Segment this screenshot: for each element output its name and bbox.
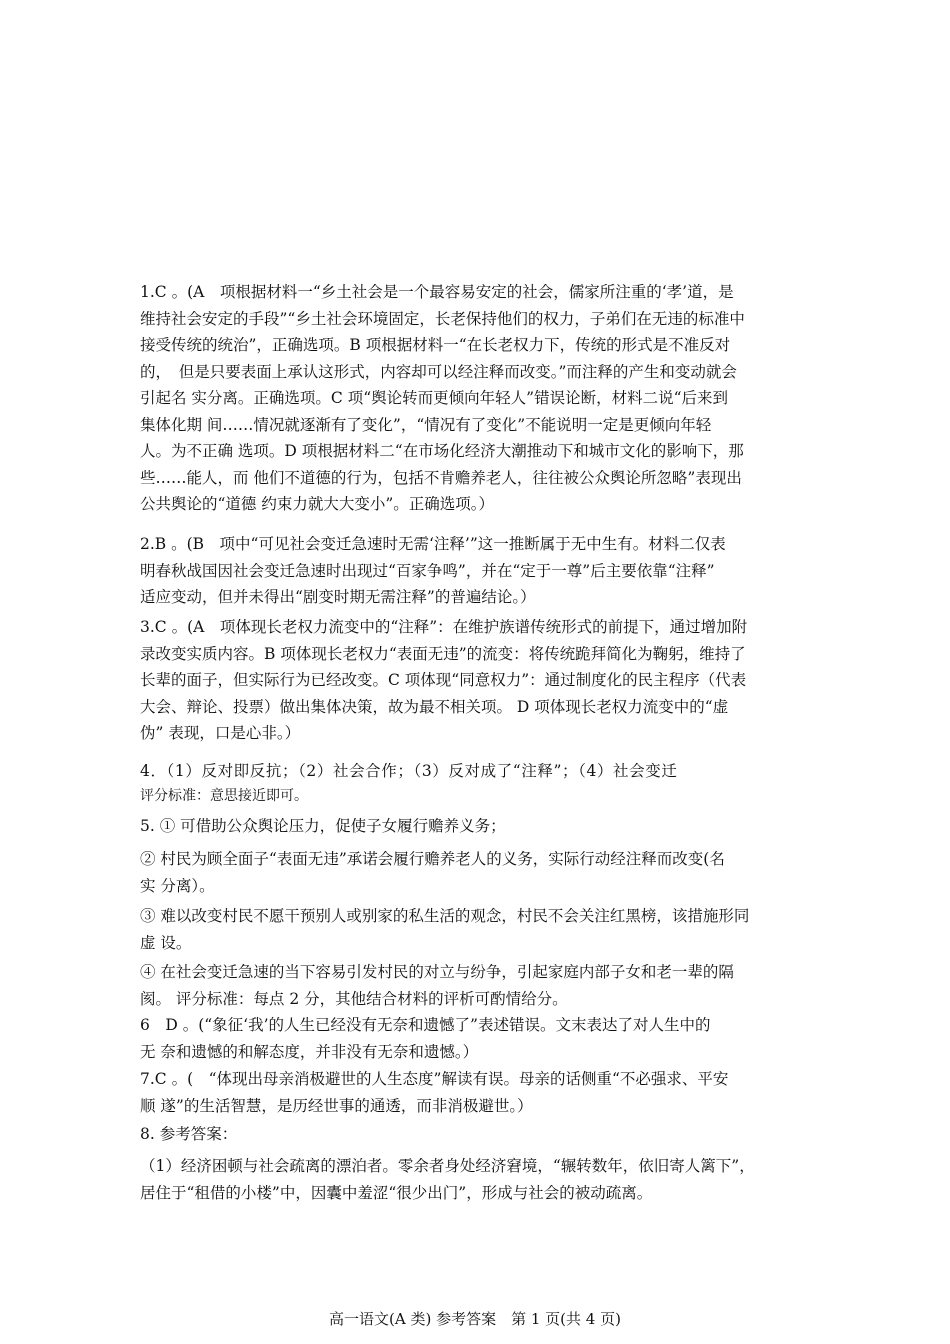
answer-5-point-4-line-2: 阂。 评分标准：每点 2 分，其他结合材料的评析可酌情给分。 [140, 989, 568, 1008]
answer-7-line-1: 7.C 。( “体现出母亲消极避世的人生态度”解读有误。母亲的话侧重“不必强求、平安 [140, 1070, 729, 1088]
answer-5-point-2-line-2: 实 分离）。 [140, 876, 215, 895]
answer-1-line-1: 1.C 。(A 项根据材料一“乡土社会是一个最容易安定的社会，儒家所注重的‘孝’道，是 [140, 283, 734, 301]
answer-2 [140, 531, 820, 611]
answer-3-line-2: 录改变实质内容。B 项体现长老权力“表面无违”的流变：将传统跪拜简化为鞠躬，维持了 [140, 644, 746, 663]
answer-1-line-5: 引起名 实分离。正确选项。C 项“舆论转而更倾向年轻人”错误论断，材料二说“后来到 [140, 389, 728, 407]
answer-2-line-3: 适应变动，但并未得出“剧变时期无需注释”的普遍结论。） [140, 588, 536, 606]
answer-5-point-3 [140, 903, 820, 956]
answer-5-point-1: 5. ① 可借助公众舆论压力，促使子女履行赡养义务； [140, 817, 506, 835]
answer-8-point-1-line-1: （1）经济困顿与社会疏离的漂泊者。零余者身处经济窘境，“辗转数年，依旧寄人篱下”， [140, 1157, 755, 1175]
answer-3-line-3: 长辈的面子，但实际行为已经改变。C 项体现“同意权力”：通过制度化的民主程序（代表 [140, 671, 747, 689]
answer-8-point-1-line-2: 居住于“租借的小楼”中，因囊中羞涩“很少出门”，形成与社会的被动疏离。 [140, 1183, 653, 1202]
answer-5-point-3-line-1: ③ 难以改变村民不愿干预别人或别家的私生活的观念，村民不会关注红黑榜，该措施形同 [140, 907, 750, 925]
answer-4-line-1: 4．（1）反对即反抗；（2）社会合作；（3）反对成了“注释”；（4）社会变迁 [140, 762, 678, 780]
answer-5-point-4-line-1: ④ 在社会变迁急速的当下容易引发村民的对立与纷争，引起家庭内部子女和老一辈的隔 [140, 963, 734, 981]
answer-3-line-4: 大会、辩论、投票）做出集体决策，故为最不相关项。 D 项体现长老权力流变中的“虚 [140, 697, 729, 716]
answer-5-point-3-line-2: 虚 设。 [140, 933, 192, 952]
answer-8 [140, 1121, 820, 1148]
answer-3 [140, 614, 820, 747]
answer-1-line-4: 的， 但是只要表面上承认这形式，内容却可以经注释而改变。”而注释的产生和变动就会 [140, 362, 737, 381]
answer-1-line-6: 集体化期 间……情况就逐渐有了变化”，“情况有了变化”不能说明一定是更倾向年轻 [140, 415, 712, 434]
answer-5-point-2 [140, 846, 820, 899]
answer-6-line-1: 6 D 。(“象征‘我’的人生已经没有无奈和遗憾了”表述错误。文末表达了对人生中的 [140, 1016, 711, 1034]
answer-1-line-8: 些……能人，而 他们不道德的行为，包括不肯赡养老人，往往被公众舆论所忽略”表现出 [140, 468, 742, 487]
answer-5-point-2-line-1: ② 村民为顾全面子“表面无违”承诺会履行赡养老人的义务，实际行动经注释而改变(名 [140, 850, 725, 868]
answer-1-line-9: 公共舆论的“道德 约束力就大大变小”。正确选项。） [140, 495, 495, 513]
answer-5 [140, 813, 820, 840]
answer-1-line-3: 接受传统的统治”，正确选项。B 项根据材料一“在长老权力下，传统的形式是不准反对 [140, 336, 731, 354]
answer-7 [140, 1066, 820, 1119]
page-footer: 高一语文(A 类) 参考答案 第 1 页(共 4 页) [329, 1310, 621, 1328]
answer-1-line-2: 维持社会安定的手段”“乡土社会环境固定，长老保持他们的权力，子弟们在无违的标准中 [140, 309, 745, 328]
answer-8-point-1 [140, 1153, 820, 1206]
answer-4-scoring-note: 评分标准：意思接近即可。 [140, 787, 308, 804]
answer-5-point-4 [140, 959, 820, 1012]
answer-6 [140, 1012, 820, 1065]
answer-6-line-2: 无 奈和遗憾的和解态度，并非没有无奈和遗憾。） [140, 1042, 479, 1061]
answer-2-line-2: 明春秋战国因社会变迁急速时出现过“百家争鸣”，并在“定于一尊”后主要依靠“注释” [140, 561, 715, 580]
answer-3-line-5: 伪” 表现，口是心非。） [140, 724, 301, 742]
answer-4 [140, 758, 820, 807]
answer-3-line-1: 3.C 。(A 项体现长老权力流变中的“注释”：在维护族谱传统形式的前提下，通过增加附 [140, 618, 748, 636]
answer-8-heading: 8. 参考答案： [140, 1125, 238, 1143]
answer-7-line-2: 顺 遂”的生活智慧，是历经世事的通透，而非消极避世。） [140, 1096, 533, 1115]
answer-2-line-1: 2.B 。(B 项中“可见社会变迁急速时无需‘注释’”这一推断属于无中生有。材料二仅表 [140, 535, 726, 553]
answer-1 [140, 279, 820, 518]
answer-1-line-7: 人。为不正确 选项。D 项根据材料二“在市场化经济大潮推动下和城市文化的影响下，那 [140, 442, 744, 460]
